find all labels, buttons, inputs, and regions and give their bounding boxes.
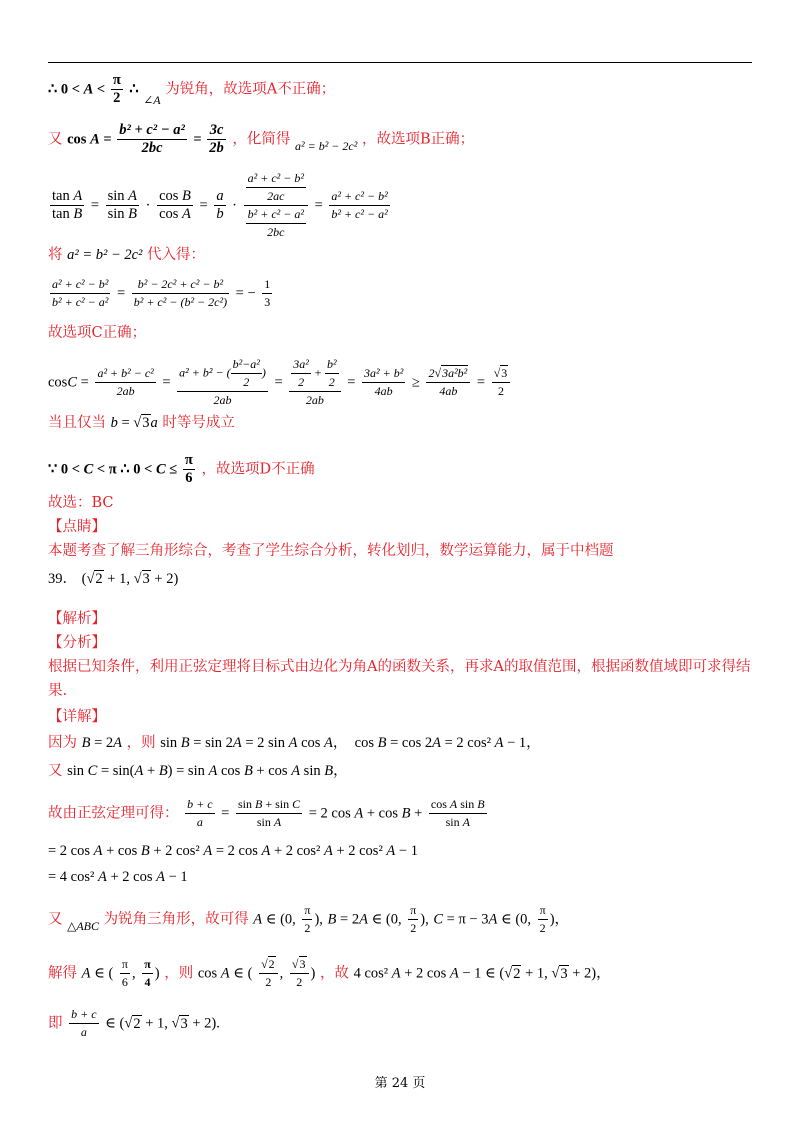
line-12: 本题考查了解三角形综合，考查了学生综合分析，转化划归，数学运算能力，属于中档题 [48,543,614,559]
line-10: 故选：BC [48,495,114,511]
line-25-prefix: 解得 [48,965,77,982]
line-19-prefix: 因为 [48,735,77,751]
line-21: 故由正弦定理可得： $\frac{b + c}{a}$ = $\frac{\text{sin B + sin C}}{\text{sin A}}$ = 2 cos A + cos B + $\frac{\text{cos A sin B}}{\text{sin A}}$ [48,797,485,829]
line-5-formula: $\frac{\text{a² + c² − b²}}{\text{b² + c² − a²}}$ = $\frac{\text{b² − 2c² + c² − b²}}{\text{b² + c² − (b² − 2c²)}}$ = − $\frac{1}{3}$ [52,277,271,309]
line-8-prefix: 当且仅当 [48,415,106,431]
line-8-tail: 时等号成立 [162,415,235,431]
line-26: 即 $\frac{b + c}{a}$ ∈ (√2 + 1, √3 + 2). [48,1007,220,1039]
line-3-formula: $\frac{\text{tan A}}{\text{tan B}}$ = $\frac{\text{sin A}}{\text{sin B}}$ · $\frac{\text{cos B}}{\text{cos A}}$ = $\frac{a}{b}$ · $\frac{\frac{\text{a² + c² − b²}}{2ac}}{\frac{\text{b² + c² − a²}}{2bc}}$ = $\frac{\text{a² + c² − b²}}{\text{b² + c² − a²}}$ [52,171,388,239]
line-24-prefix: 又 [48,911,63,928]
line-6-text: 故选项C正确； [48,325,147,341]
header-rule [48,62,752,63]
line-1: ∴ 0 < A < $\frac{\pi}{2}$ ∴ $_{\angle A}$ 为锐角，故选项A不正确； [48,72,336,107]
line-2-prefix: 又 [48,131,63,148]
line-15: 【分析】 [48,635,106,651]
line-9-tail: ，故选项D不正确 [201,461,315,478]
line-20-prefix: 又 [48,763,63,779]
line-4: 将 a² = b² − 2c² 代入得： [48,247,206,263]
line-6 [48,324,146,342]
line-25-mid: ，则 [164,965,194,982]
line-9: ∵ 0 < C < π ∴ 0 < C ≤ $\frac{\pi}{6}$ ，故选项D不正确 [48,452,315,486]
line-24: 又 $_{\triangle ABC}$ 为锐角三角形，故可得 A ∈ (0, $\frac{\pi}{2}$ ), B = 2A ∈ (0, $\frac{\pi}{2}$ ), C = π − 3A ∈ (0, $\frac{\pi}{2}$ )， [48,903,570,935]
line-21-prefix: 故由正弦定理可得： [48,805,179,822]
line-2-mid: ，化简得 [232,131,291,148]
line-19: 因为 B = 2A ，则 sin B = sin 2A = 2 sin A cos A， cos B = cos 2A = 2 cos² A − 1， [48,735,541,751]
line-17: 果. [48,683,68,699]
line-11: 【点睛】 [48,519,106,535]
question-number: 39． [48,571,77,587]
line-7-formula: cosC = $\frac{\text{a² + b² − c²}}{2ab}$ = a² + b² − ( $\frac{\text{b²−a²}}{2}$ ) 2ab = $\frac{\text{3a²}}{2}$ + $\frac{\text{b²}}{2}$ 2ab = $\frac{\text{3a² + b²}}{4ab}$ ≥ $\frac{\text{2√3a²b²}}{4ab}$ = $\frac{√3}{2}$ [48,356,512,409]
line-8: 当且仅当 b = √3a 时等号成立 [48,415,235,431]
line-4-prefix: 将 [48,247,63,263]
line-26-prefix: 即 [48,1015,63,1032]
line-25: 解得 A ∈ ( $\frac{\pi}{6}$ , $\frac{\pi}{4}$ ) ，则 cos A ∈ ( $\frac{√2}{2}$ , $\frac{√3}{2}$ ) ，故 4 cos² A + 2 cos A − 1 ∈ (√2 + 1, √3 + 2)， [48,957,611,989]
page-number: 第 24 页 [374,1076,426,1091]
line-22: = 2 cos A + cos B + 2 cos² A = 2 cos A + 2 cos² A + 2 cos² A − 1 [48,843,418,859]
line-4-tail: 代入得： [147,247,206,263]
line-16: 根据已知条件，利用正弦定理将目标式由边化为角A的函数关系，再求A的取值范围，根据函数值域即可求得结 [48,659,751,675]
line-2: 又 cos A = $\frac{\text{b² + c² − a²}}{2bc}$ = $\frac{3c}{2b}$ ，化简得 $_{a^2 = b^2 - 2c^2}$ ，故选项B正确； [48,122,475,156]
line-14: 【解析】 [48,611,106,627]
line-13: 39． (√2 + 1, √3 + 2) [48,571,179,587]
line-2-tail: ，故选项B正确； [361,131,475,148]
line-19-mid: ，则 [126,735,156,751]
line-24-mid: 为锐角三角形，故可得 [103,911,249,928]
line-25-mid2: ，故 [319,965,349,982]
line-23: = 4 cos² A + 2 cos A − 1 [48,869,188,885]
line-1-text: 为锐角，故选项A不正确； [165,81,336,98]
line-20: 又 sin C = sin(A + B) = sin A cos B + cos A sin B， [48,763,348,779]
line-18: 【详解】 [48,709,106,725]
